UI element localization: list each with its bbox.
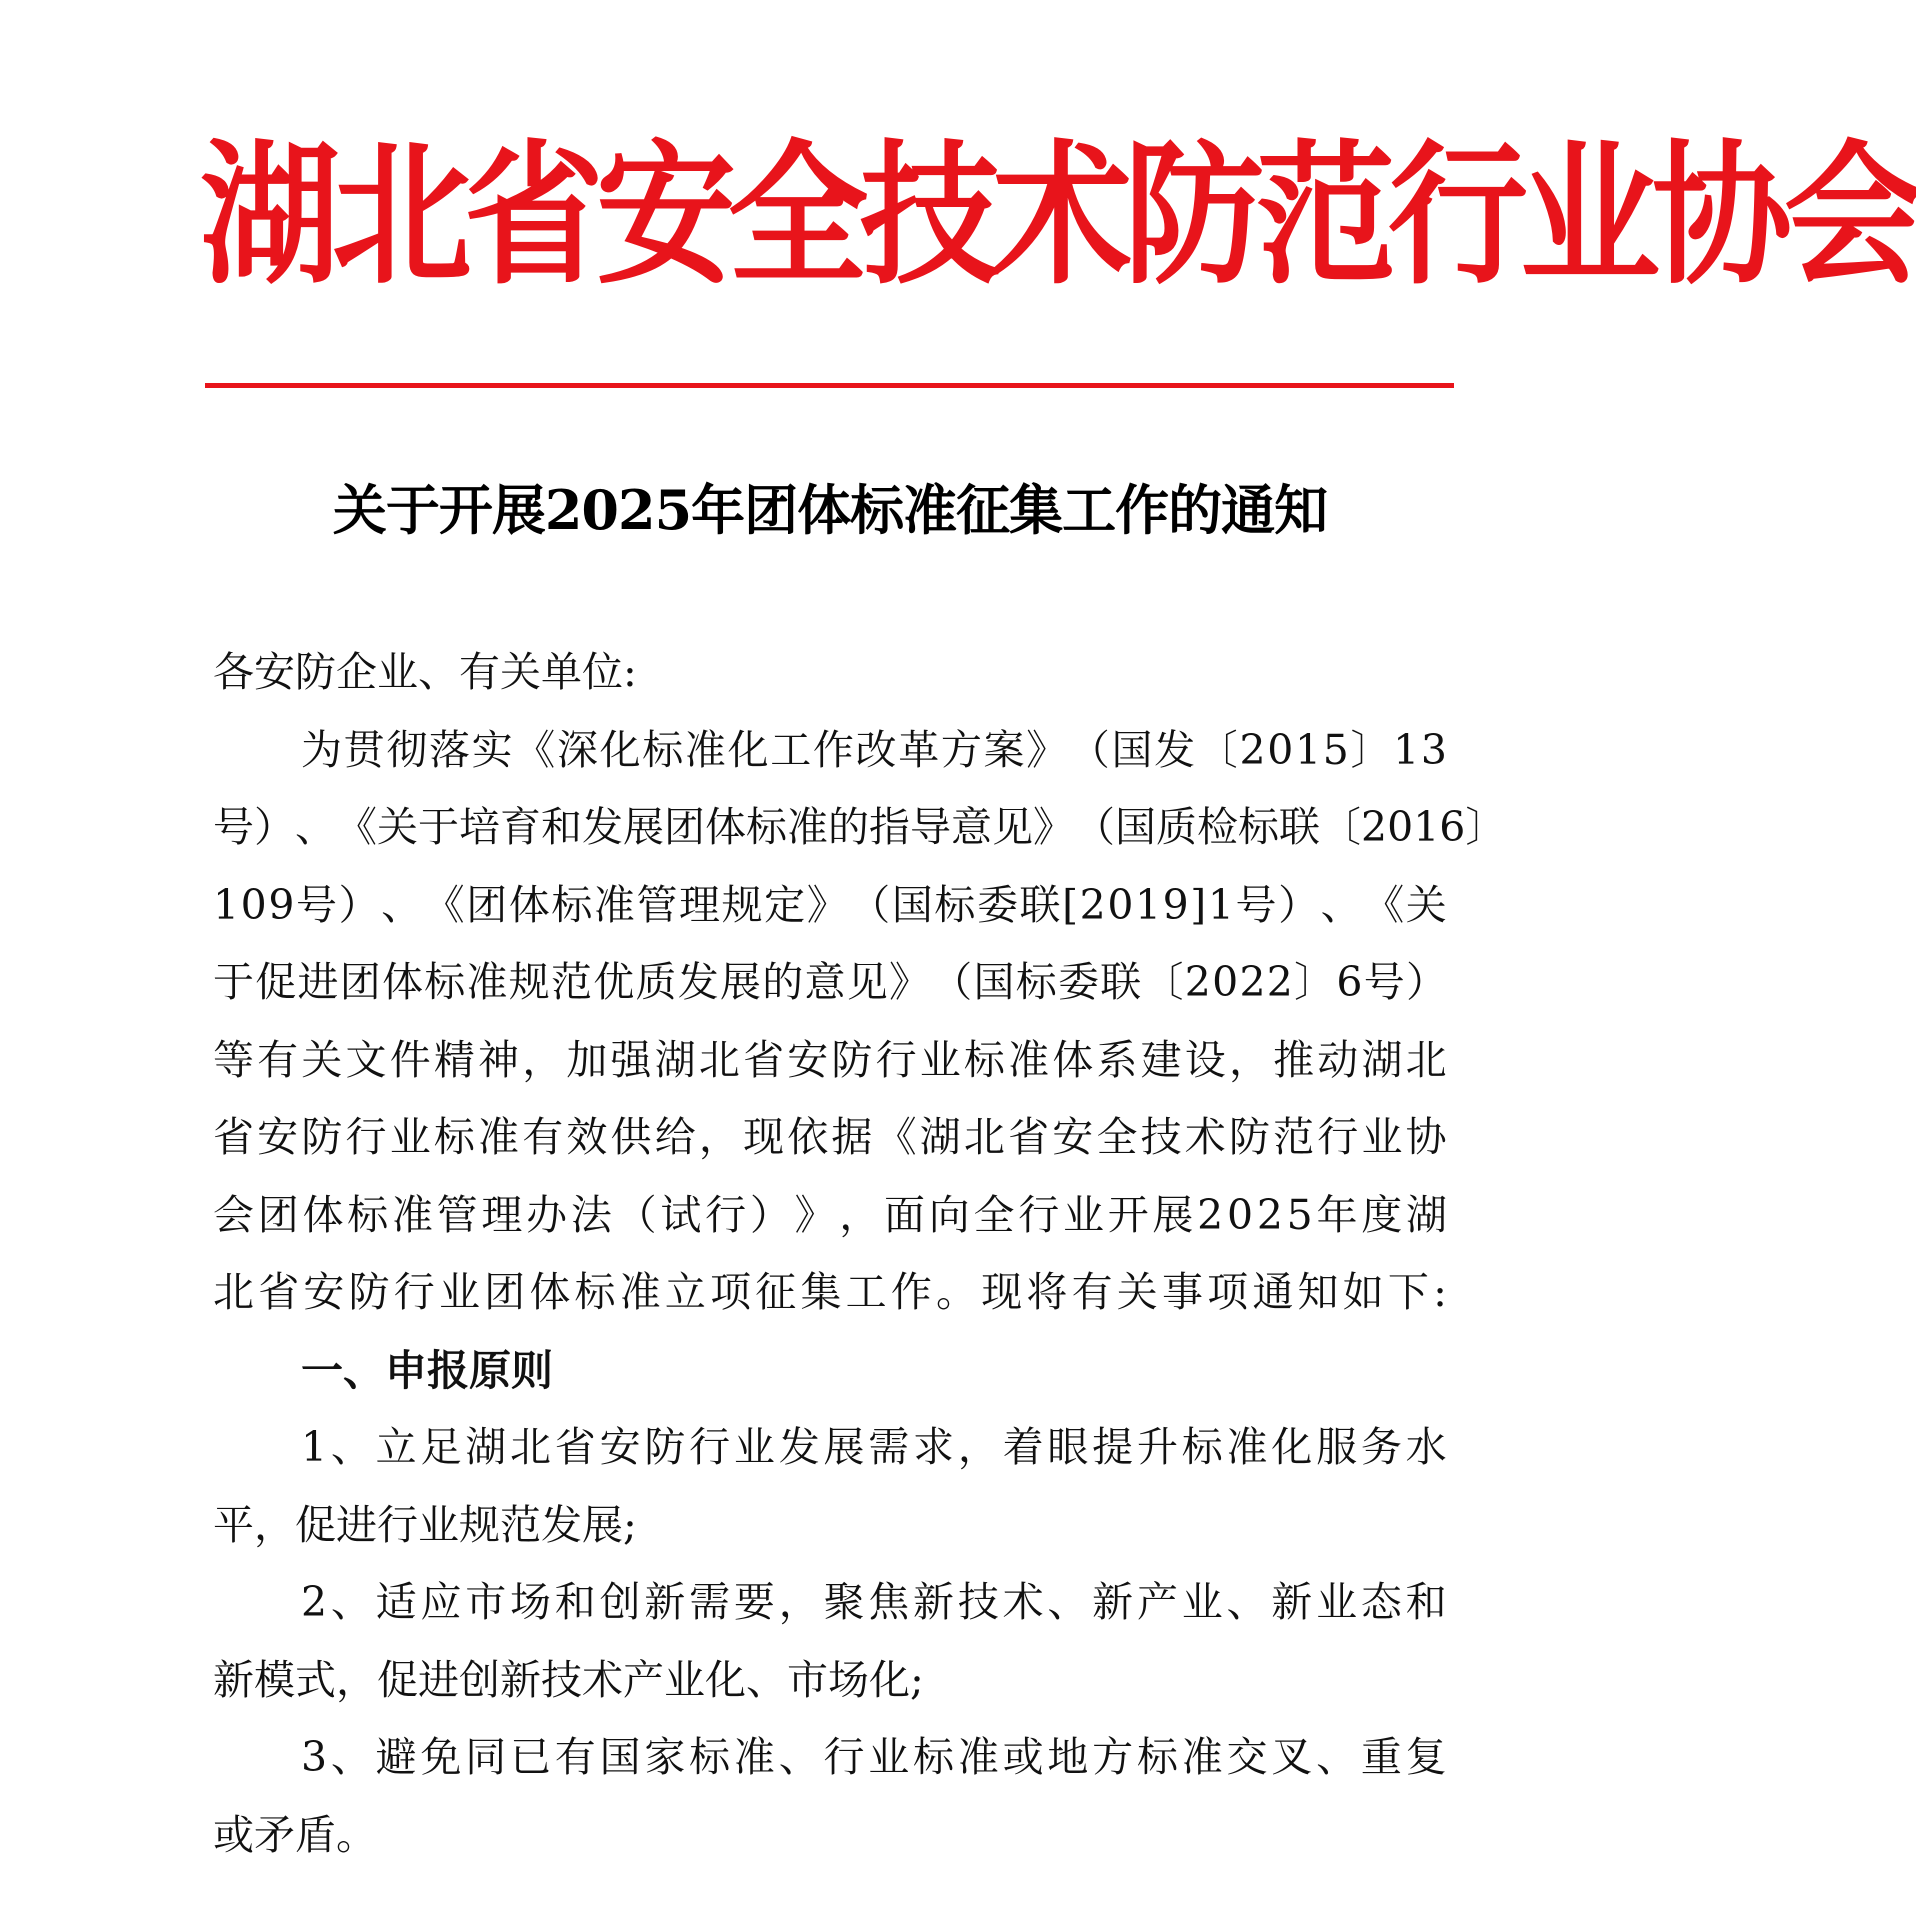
paragraph-line: 北 省 安 防 行 业 团 体 标 准 立 项 征 集 工 作 。 现 将 有 关 事 项 通 知 如 下 : [213,1268,1447,1316]
principle-line: 3 、 避 免 同 已 有 国 家 标 准 、 行 业 标 准 或 地 方 标 准 交 叉 、 重 复 [301,1733,1447,1781]
document-body [213,634,1507,1874]
paragraph-line: 号 ） 、 《 关 于 培 育 和 发 展 团 体 标 准 的 指 导 意 见 》 （ 国 质 检 标 联 〔 2 0 1 6 〕 [213,803,1507,851]
section-heading: 一、申报原则 [301,1345,554,1395]
principle-line: 或矛盾。 [213,1810,377,1859]
org-masthead: 湖北省安全技术防范行业协会 [200,125,1916,307]
principle-line: 平，促进行业规范发展; [213,1500,637,1549]
paragraph-line: 1 0 9 号 ） 、 《 团 体 标 准 管 理 规 定 》 （ 国 标 委 联 [ 2 0 1 9 ] 1 号 ） 、 《 关 [213,880,1447,929]
red-divider-line [205,383,1454,388]
principle-line: 2 、 适 应 市 场 和 创 新 需 要 ， 聚 焦 新 技 术 、 新 产 业 、 新 业 态 和 [301,1578,1447,1626]
principle-line: 新模式，促进创新技术产业化、市场化; [213,1655,924,1704]
paragraph-line: 为 贯 彻 落 实 《 深 化 标 准 化 工 作 改 革 方 案 》 （ 国 发 〔 2 0 1 5 〕 1 3 [301,725,1447,774]
principle-line: 1 、 立 足 湖 北 省 安 防 行 业 发 展 需 求 ， 着 眼 提 升 标 准 化 服 务 水 [301,1423,1447,1471]
paragraph-line: 会 团 体 标 准 管 理 办 法 （ 试 行 ） 》 ， 面 向 全 行 业 开 展 2 0 2 5 年 度 湖 [213,1190,1447,1239]
paragraph-line: 省 安 防 行 业 标 准 有 效 供 给 ， 现 依 据 《 湖 北 省 安 全 技 术 防 范 行 业 协 [213,1113,1447,1161]
paragraph-line: 于 促 进 团 体 标 准 规 范 优 质 发 展 的 意 见 》 （ 国 标 委 联 〔 2 0 2 2 〕 6 号 ） [213,958,1447,1006]
paragraph-line: 等 有 关 文 件 精 神 ， 加 强 湖 北 省 安 防 行 业 标 准 体 系 建 设 ， 推 动 湖 北 [213,1035,1447,1084]
document-title: 关于开展2025年团体标准征集工作的通知 [332,478,1328,542]
salutation: 各安防企业、有关单位: [213,648,637,696]
